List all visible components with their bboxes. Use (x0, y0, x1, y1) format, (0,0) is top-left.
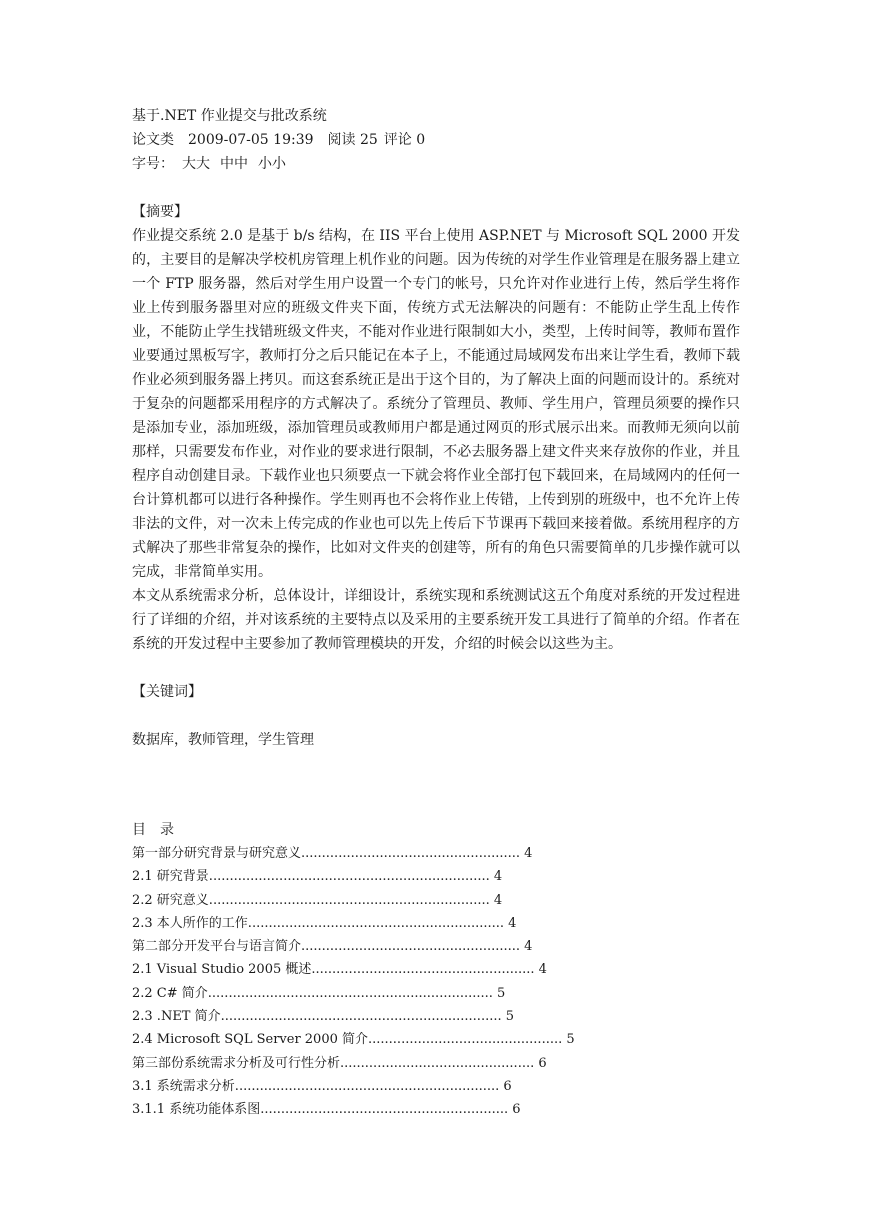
toc-entry[interactable]: 第二部分开发平台与语言简介..................................................... 4 (132, 939, 533, 955)
toc-entry[interactable]: 2.2 研究意义.................................................................... 4 (132, 892, 503, 908)
font-size-small[interactable]: 小小 (258, 156, 286, 172)
toc-entry[interactable]: 3.1.1 系统功能体系图............................................................ 6 (132, 1102, 521, 1118)
font-size-medium[interactable]: 中中 (220, 156, 248, 172)
toc-entry[interactable]: 2.3 本人所作的工作.............................................................. 4 (132, 915, 517, 931)
toc-entry[interactable]: 3.1 系统需求分析................................................................ 6 (132, 1078, 512, 1094)
toc-entry[interactable]: 第一部分研究背景与研究意义..................................................... 4 (132, 846, 533, 861)
toc-list (132, 842, 740, 1122)
meta-line (132, 128, 740, 152)
keywords-text: 数据库，教师管理，学生管理 (132, 732, 314, 748)
read-count: 阅读 25 (327, 132, 378, 148)
abstract-paragraph: 作业提交系统 2.0 是基于 b/s 结构，在 IIS 平台上使用 ASP.NET 与 Microsoft SQL 2000 开发的，主要目的是解决学校机房管理上机作业的问题。因为传统的对学生作业管理是在服务器上建立一个 FTP 服务器，然后对学生用户设置一个专门的帐号，只允许对作业进行上传，然后学生将作业上传到服务器里对应的班级文件夹下面，传统方式无法解决的问题有：不能防止学生乱上传作业，不能防止学生找错班级文件夹，不能对作业进行限制如大小，类型，上传时间等，教师布置作业要通过黑板写字，教师打分之后只能记在本子上，不能通过局域网发布出来让学生看，教师下载作业必须到服务器上拷贝。而这套系统正是出于这个目的，为了解决上面的问题而设计的。系统对于复杂的问题都采用程序的方式解决了。系统分了管理员、教师、学生用户，管理员须要的操作只是添加专业，添加班级，添加管理员或教师用户都是通过网页的形式展示出来。而教师无须向以前那样，只需要发布作业，对作业的要求进行限制，不必去服务器上建文件夹来存放你的作业，并且程序自动创建目录。下载作业也只须要点一下就会将作业全部打包下载回来，在局域网内的任何一台计算机都可以进行各种操作。学生则再也不会将作业上传错，上传到别的班级中，也不允许上传非法的文件，对一次未上传完成的作业也可以先上传后下节课再下载回来接着做。系统用程序的方式解决了那些非常复杂的操作，比如对文件夹的创建等，所有的角色只需要简单的几步操作就可以完成，非常简单实用。 (132, 228, 740, 580)
font-size-switcher (132, 152, 740, 176)
comment-count[interactable]: 评论 0 (383, 132, 426, 148)
toc-entry[interactable]: 2.4 Microsoft SQL Server 2000 简介............................................... 5 (132, 1032, 575, 1048)
toc-entry[interactable]: 第三部份系统需求分析及可行性分析............................................... 6 (132, 1055, 547, 1071)
document-page (132, 104, 740, 1122)
toc-title: 目 录 (132, 822, 174, 838)
document-title: 基于.NET 作业提交与批改系统 (132, 108, 327, 124)
font-size-label: 字号： (132, 156, 174, 172)
abstract-heading: 【摘要】 (132, 204, 188, 220)
toc-entry[interactable]: 2.2 C# 简介..................................................................... 5 (132, 985, 506, 1001)
toc-entry[interactable]: 2.1 Visual Studio 2005 概述...................................................... 4 (132, 962, 547, 978)
toc-entry[interactable]: 2.3 .NET 简介.................................................................... 5 (132, 1009, 515, 1025)
keywords-heading: 【关键词】 (132, 684, 202, 700)
font-size-large[interactable]: 大大 (182, 156, 210, 172)
category-link[interactable]: 论文类 (132, 132, 174, 148)
toc-entry[interactable]: 2.1 研究背景.................................................................... 4 (132, 869, 503, 885)
post-datetime: 2009-07-05 19:39 (188, 132, 314, 148)
abstract-paragraph: 本文从系统需求分析，总体设计，详细设计，系统实现和系统测试这五个角度对系统的开发过程进行了详细的介绍，并对该系统的主要特点以及采用的主要系统开发工具进行了简单的介绍。作者在系统的开发过程中主要参加了教师管理模块的开发，介绍的时候会以这些为主。 (132, 588, 740, 652)
